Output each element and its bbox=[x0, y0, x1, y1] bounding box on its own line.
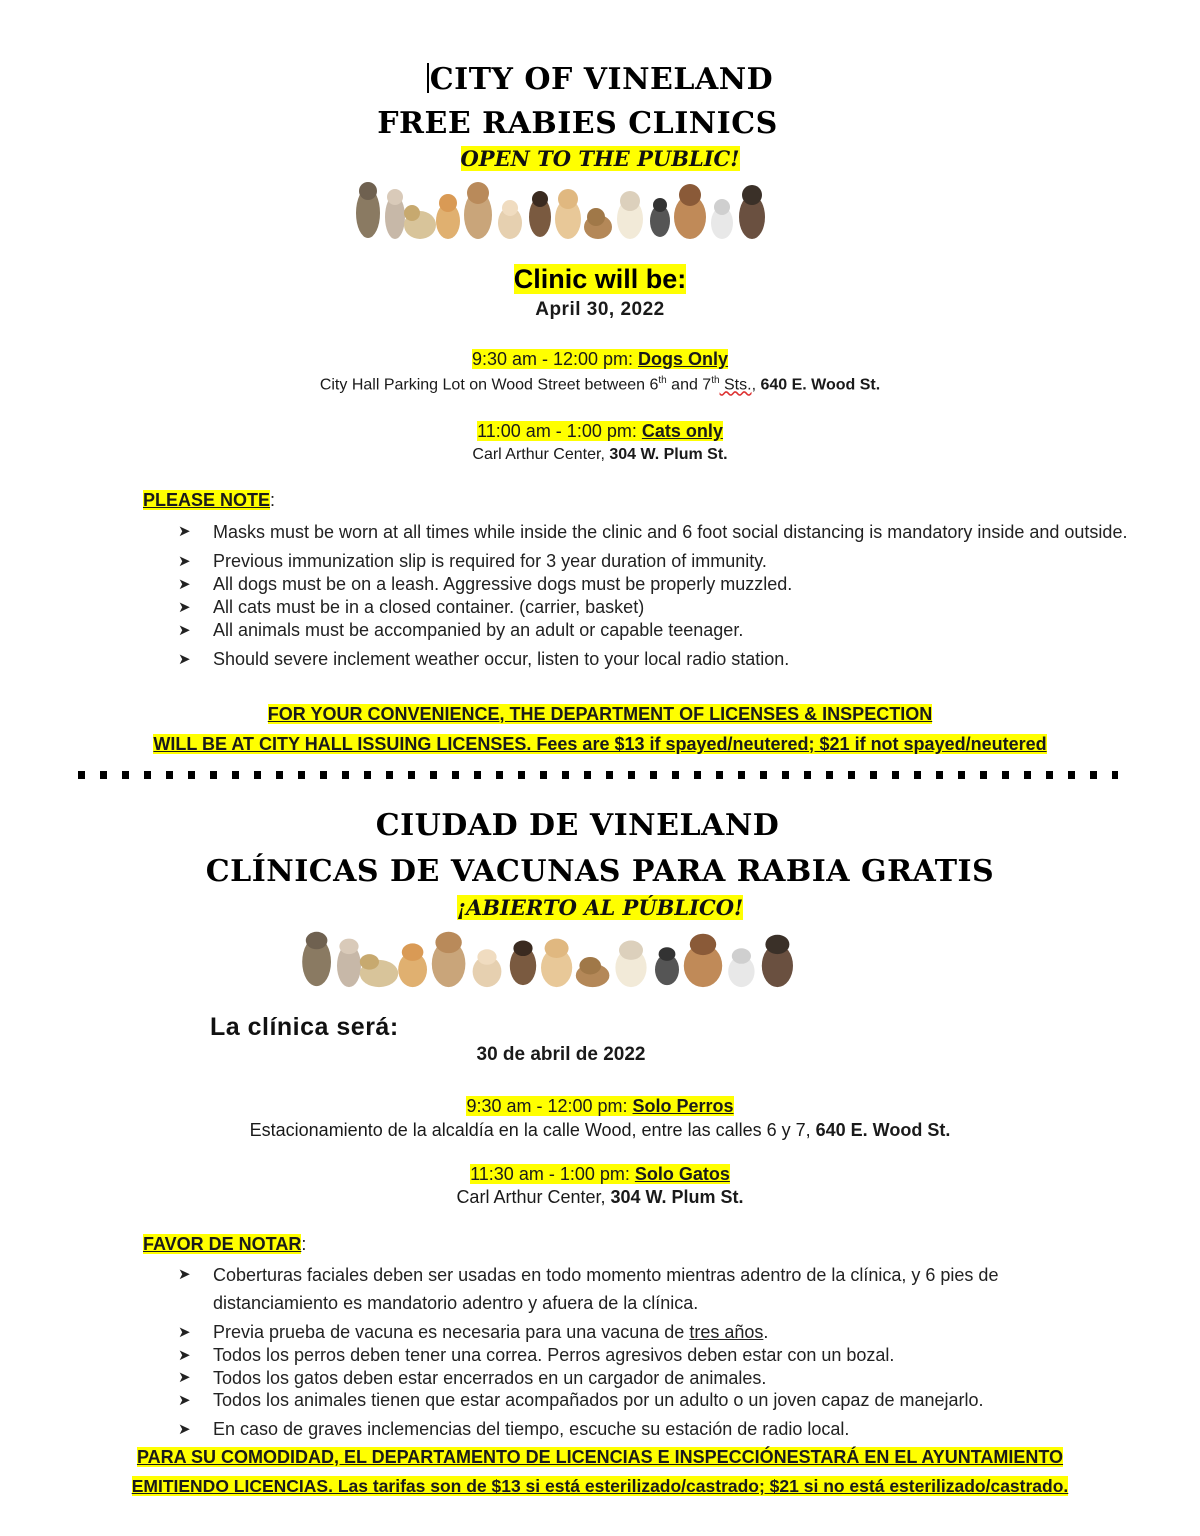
spanish-rules-list bbox=[178, 1261, 1128, 1441]
text-cursor bbox=[427, 63, 429, 93]
list-item: ➤ En caso de graves inclemencias del tiempo, escuche su estación de radio local. bbox=[178, 1419, 850, 1439]
list-item: ➤ Coberturas faciales deben ser usadas en todo momento mientras adentro de la clínica, y 6 pies de distanciamiento es mandatorio adentro y afuera de la clínica. bbox=[178, 1261, 1128, 1317]
pets-banner-image bbox=[350, 175, 775, 245]
list-item: ➤ Previous immunization slip is required for 3 year duration of immunity. bbox=[178, 551, 767, 571]
arrow-bullet-icon: ➤ bbox=[178, 1347, 191, 1364]
list-item: ➤ Masks must be worn at all times while inside the clinic and 6 foot social distancing is mandatory inside and outside. bbox=[178, 518, 1128, 546]
solo-gatos-label: Solo Gatos bbox=[634, 1164, 730, 1184]
solo-perros-label: Solo Perros bbox=[632, 1096, 734, 1116]
clinica-date: 30 de abril de 2022 bbox=[476, 1044, 646, 1065]
pets-banner-image bbox=[295, 925, 805, 993]
list-item: ➤ Todos los animales tienen que estar acompañados por un adulto o un joven capaz de manejarlo. bbox=[178, 1390, 984, 1410]
arrow-bullet-icon: ➤ bbox=[178, 553, 191, 570]
clinic-date: April 30, 2022 bbox=[535, 299, 665, 320]
arrow-bullet-icon: ➤ bbox=[178, 599, 191, 616]
arrow-bullet-icon: ➤ bbox=[178, 651, 191, 668]
cats-only-label: Cats only bbox=[641, 421, 723, 441]
list-item: ➤ All animals must be accompanied by an adult or capable teenager. bbox=[178, 620, 744, 640]
arrow-bullet-icon: ➤ bbox=[178, 1392, 191, 1409]
cats-location: Carl Arthur Center, 304 W. Plum St. bbox=[472, 446, 728, 463]
page-title-clinics: FREE RABIES CLINICS bbox=[377, 106, 778, 141]
dogs-time-line: 9:30 am - 12:00 pm: Dogs Only bbox=[471, 349, 729, 369]
arrow-bullet-icon: ➤ bbox=[178, 1369, 191, 1386]
list-item: ➤ All dogs must be on a leash. Aggressive dogs must be properly muzzled. bbox=[178, 574, 793, 594]
list-item: ➤ Previa prueba de vacuna es necesaria para una vacuna de tres años. bbox=[178, 1322, 769, 1342]
list-item: ➤ Todos los gatos deben estar encerrados en un cargador de animales. bbox=[178, 1368, 767, 1388]
list-item: ➤ Should severe inclement weather occur, listen to your local radio station. bbox=[178, 649, 790, 669]
subtitle-abierto: ¡ABIERTO AL PÚBLICO! bbox=[456, 895, 744, 920]
page-title-city: CITY OF VINELAND bbox=[0, 62, 1200, 97]
perros-time-line: 9:30 am - 12:00 pm: Solo Perros bbox=[466, 1096, 734, 1116]
arrow-bullet-icon: ➤ bbox=[178, 1266, 191, 1283]
subtitle-open: OPEN TO THE PUBLIC! bbox=[460, 146, 740, 171]
please-note-label: PLEASE NOTE: bbox=[143, 490, 276, 510]
dogs-location: City Hall Parking Lot on Wood Street between 6th and 7th Sts., 640 E. Wood St. bbox=[319, 375, 881, 394]
clinica-heading: La clínica será: bbox=[210, 1013, 399, 1041]
list-item: ➤ All cats must be in a closed container. (carrier, basket) bbox=[178, 597, 645, 617]
gatos-time-line: 11:30 am - 1:00 pm: Solo Gatos bbox=[470, 1164, 730, 1184]
gatos-location: Carl Arthur Center, 304 W. Plum St. bbox=[456, 1187, 744, 1207]
arrow-bullet-icon: ➤ bbox=[178, 622, 191, 639]
licencias-notice-line2: EMITIENDO LICENCIAS. Las tarifas son de $13 si está esterilizado/castrado; $21 si no está esterilizado/castrado. bbox=[131, 1476, 1069, 1496]
clinic-heading: Clinic will be: bbox=[513, 264, 687, 294]
arrow-bullet-icon: ➤ bbox=[178, 1421, 191, 1438]
cats-time-line: 11:00 am - 1:00 pm: Cats only bbox=[477, 421, 723, 441]
licencias-notice-line1: PARA SU COMODIDAD, EL DEPARTAMENTO DE LICENCIAS E INSPECCIÓNESTARÁ EN EL AYUNTAMIENTO bbox=[136, 1447, 1064, 1467]
page-title-clinicas: CLÍNICAS DE VACUNAS PARA RABIA GRATIS bbox=[205, 854, 995, 889]
license-notice-line2: WILL BE AT CITY HALL ISSUING LICENSES. Fees are $13 if spayed/neutered; $21 if not spayed/neutered bbox=[153, 734, 1047, 754]
arrow-bullet-icon: ➤ bbox=[178, 523, 191, 540]
page-title-ciudad: CIUDAD DE VINELAND bbox=[375, 808, 780, 843]
perros-location: Estacionamiento de la alcaldía en la calle Wood, entre las calles 6 y 7, 640 E. Wood St. bbox=[249, 1120, 951, 1140]
english-rules-list bbox=[178, 518, 1128, 671]
favor-de-notar-label: FAVOR DE NOTAR: bbox=[143, 1234, 307, 1254]
dogs-only-label: Dogs Only bbox=[638, 349, 729, 369]
arrow-bullet-icon: ➤ bbox=[178, 576, 191, 593]
list-item: ➤ Todos los perros deben tener una correa. Perros agresivos deben estar con un bozal. bbox=[178, 1345, 895, 1365]
arrow-bullet-icon: ➤ bbox=[178, 1324, 191, 1341]
license-notice-line1: FOR YOUR CONVENIENCE, THE DEPARTMENT OF LICENSES & INSPECTION bbox=[267, 704, 933, 724]
section-divider bbox=[78, 771, 1118, 779]
